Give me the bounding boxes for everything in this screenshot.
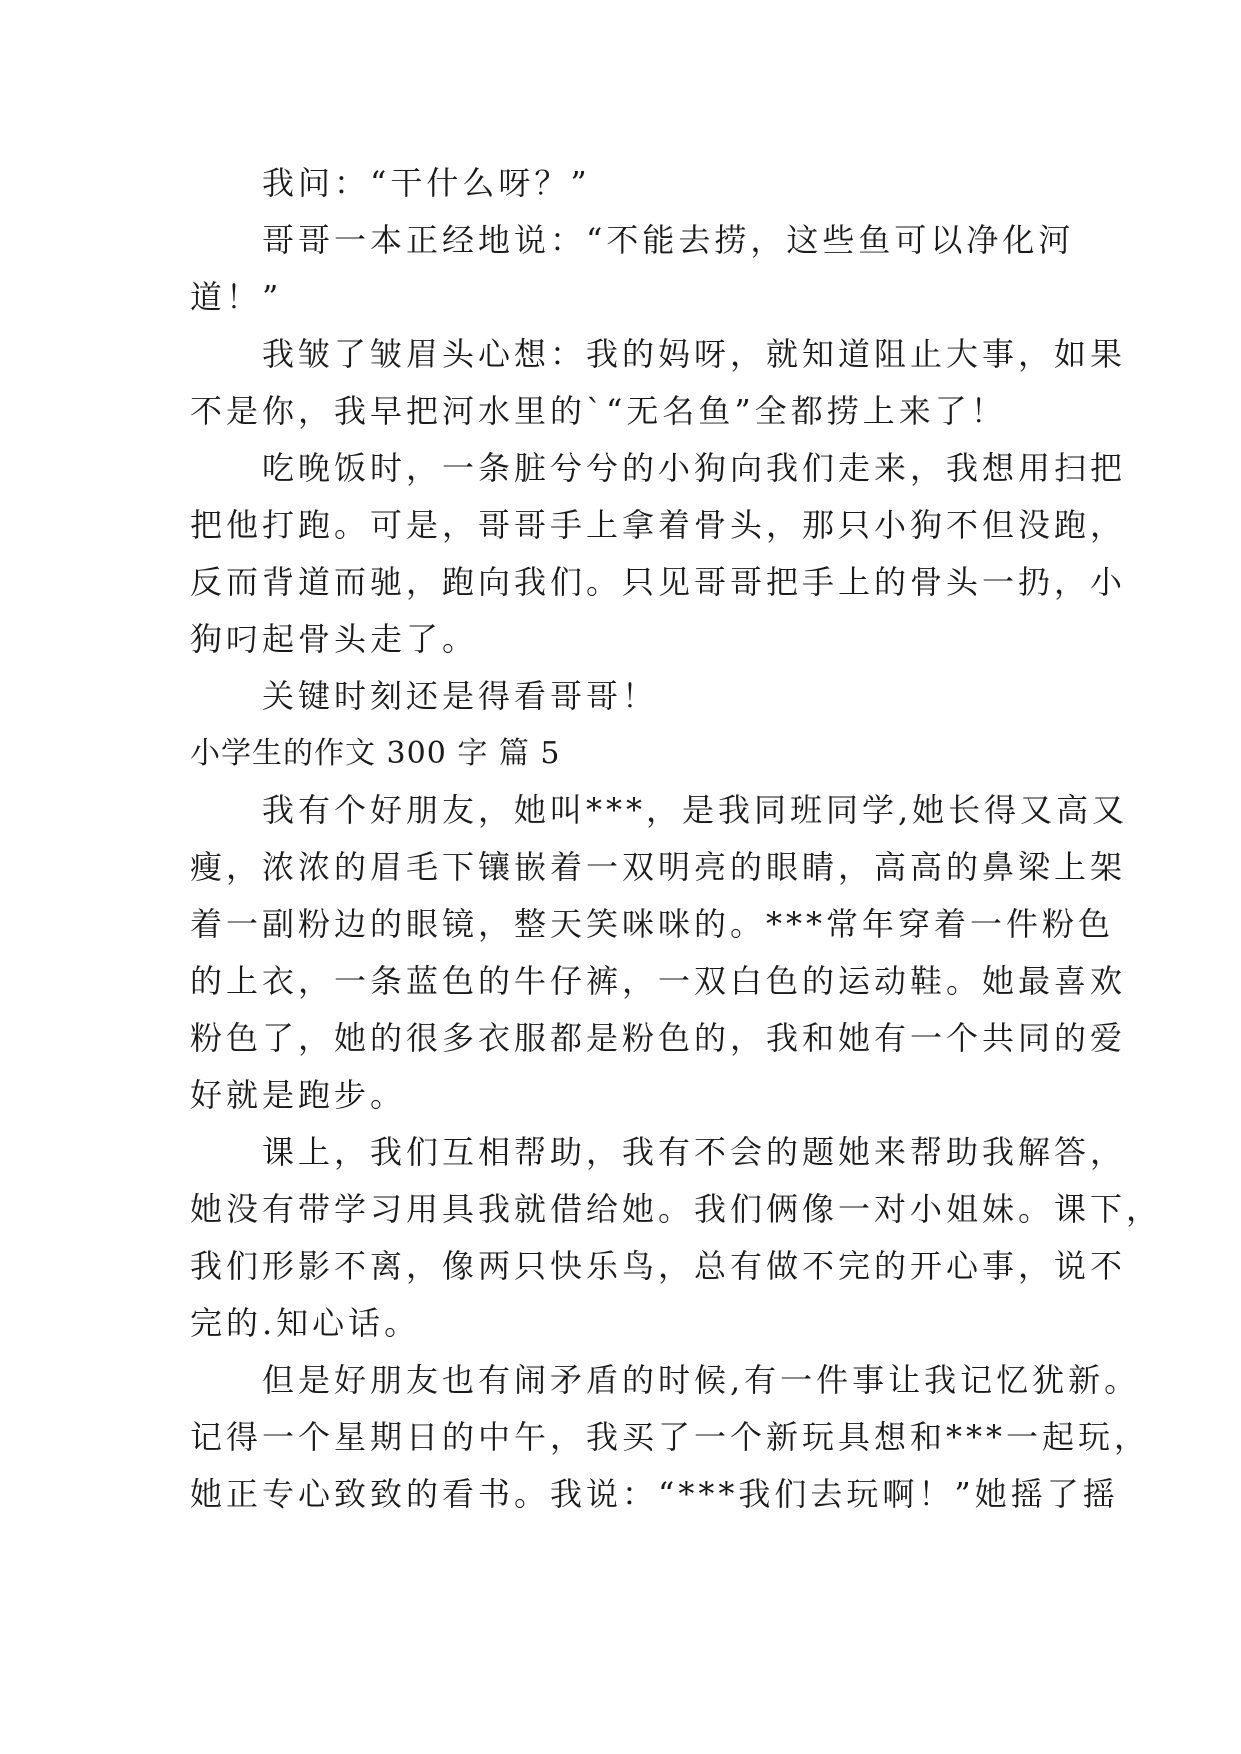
text-line: 她正专心致致的看书。我说：“***我们去玩啊！”她摇了摇 <box>190 1475 1119 1513</box>
document-body <box>190 155 1163 1523</box>
text-line: 粉色了，她的很多衣服都是粉色的，我和她有一个共同的爱 <box>190 1019 1127 1057</box>
text-line: 记得一个星期日的中午，我买了一个新玩具想和***一起玩， <box>190 1418 1151 1456</box>
text-line: 道！” <box>190 278 283 316</box>
text-line: 反而背道而驰，跑向我们。只见哥哥把手上的骨头一扔，小 <box>190 563 1127 601</box>
text-line: 关键时刻还是得看哥哥！ <box>190 677 659 715</box>
text-line: 我们形影不离，像两只快乐鸟，总有做不完的开心事，说不 <box>190 1247 1127 1285</box>
text-line: 我有个好朋友，她叫***，是我同班同学,她长得又高又 <box>190 791 1129 829</box>
text-line: 她没有带学习用具我就借给她。我们俩像一对小姐妹。课下， <box>190 1190 1163 1228</box>
text-line: 我皱了皱眉头心想：我的妈呀，就知道阻止大事，如果 <box>190 335 1127 373</box>
section-heading: 小学生的作文 300 字 篇 5 <box>190 736 561 771</box>
text-line: 好就是跑步。 <box>190 1076 407 1114</box>
text-line: 吃晚饭时，一条脏兮兮的小狗向我们走来，我想用扫把 <box>190 449 1127 487</box>
text-line: 的上衣，一条蓝色的牛仔裤，一双白色的运动鞋。她最喜欢 <box>190 962 1127 1000</box>
text-line: 但是好朋友也有闹矛盾的时候,有一件事让我记忆犹新。 <box>190 1361 1141 1399</box>
text-line: 不是你，我早把河水里的`“无名鱼”全都捞上来了！ <box>190 392 1007 430</box>
text-line: 瘦，浓浓的眉毛下镶嵌着一双明亮的眼睛，高高的鼻梁上架 <box>190 848 1127 886</box>
text-line: 课上，我们互相帮助，我有不会的题她来帮助我解答， <box>190 1133 1127 1171</box>
text-line: 我问：“干什么呀？” <box>190 164 591 202</box>
text-line: 着一副粉边的眼镜，整天笑咪咪的。***常年穿着一件粉色 <box>190 905 1115 943</box>
text-line: 狗叼起骨头走了。 <box>190 620 479 658</box>
text-line: 把他打跑。可是，哥哥手上拿着骨头，那只小狗不但没跑， <box>190 506 1127 544</box>
text-line: 哥哥一本正经地说：“不能去捞，这些鱼可以净化河 <box>190 221 1075 259</box>
text-line: 完的.知心话。 <box>190 1304 421 1342</box>
